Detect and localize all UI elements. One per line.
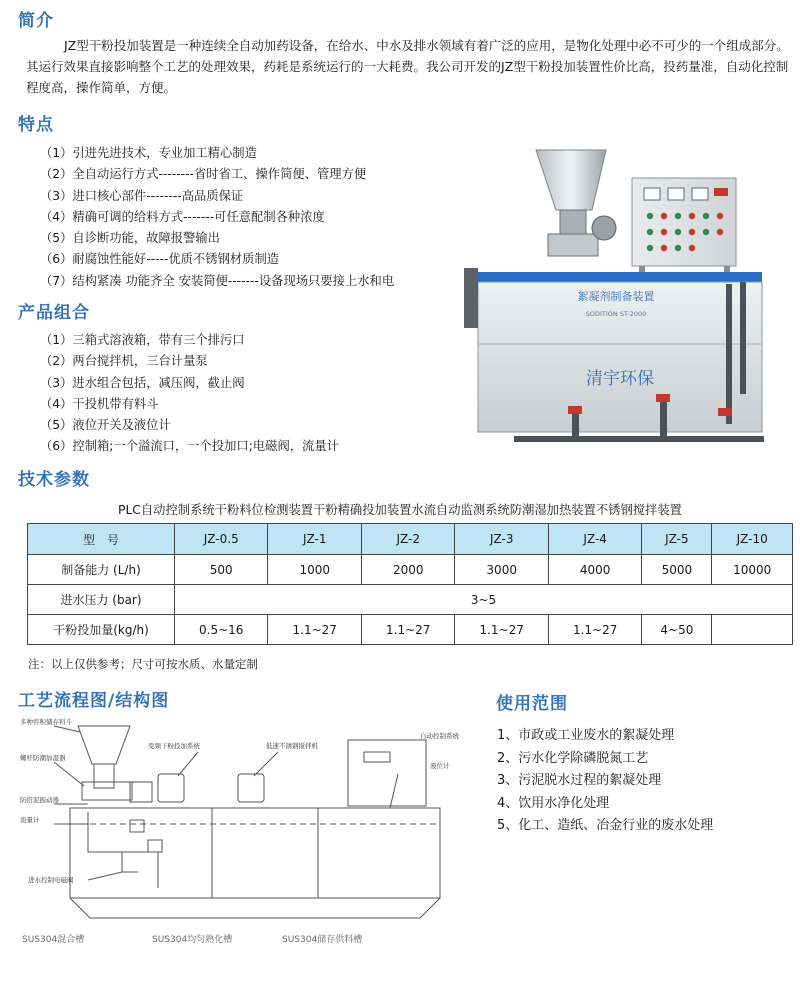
- features-heading: 特点: [18, 115, 54, 135]
- diagram-label-valve: 进水控制电磁阀: [28, 876, 74, 884]
- spec-model: JZ-0.5: [175, 524, 268, 555]
- feature-item: （6）耐腐蚀性能好-----优质不锈钢材质制造: [40, 252, 280, 267]
- usage-item: 3、污泥脱水过程的絮凝处理: [497, 773, 662, 788]
- diagram-label-doser: 变频干粉投加系统: [148, 742, 200, 750]
- spec-cell: 3000: [455, 555, 548, 585]
- product-photo: [464, 148, 770, 453]
- combination-list: [40, 330, 339, 458]
- tank-plate-sub: SODITION ST-2000: [585, 310, 647, 318]
- spec-table: [27, 523, 793, 645]
- specs-heading: 技术参数: [18, 470, 90, 490]
- spec-cell: 10000: [712, 555, 793, 585]
- spec-model: JZ-3: [455, 524, 548, 555]
- spec-model: JZ-4: [548, 524, 641, 555]
- intro-paragraph: JZ型干粉投加装置是一种连续全自动加药设备，在给水、中水及排水领域有着广泛的应用，是物化处理中必不可少的一个组成部分。其运行效果直接影响整个工艺的处理效果，药耗是系统运行的一大耗费。我公司开发的JZ型干粉投加装置性价比高，投药量准，自动化控制程度高，操作简单，方便。: [26, 38, 789, 95]
- spec-row-label: 进水压力 (bar): [28, 585, 175, 615]
- motor-shape: [592, 216, 616, 240]
- combination-item: （4）干投机带有料斗: [40, 396, 159, 411]
- spec-row-capacity: [28, 555, 793, 585]
- usage-item: 1、市政或工业废水的絮凝处理: [497, 728, 675, 743]
- feature-item: （4）精确可调的给料方式-------可任意配制各种浓度: [40, 209, 325, 224]
- feature-item: （2）全自动运行方式--------省时省工、操作简便、管理方便: [40, 167, 367, 182]
- spec-cell: 1.1~27: [268, 615, 361, 645]
- diagram-tank-label: SUS304混合槽: [22, 935, 85, 945]
- feature-item: （5）自诊断功能，故障报警输出: [40, 231, 220, 246]
- usage-heading: 使用范围: [496, 694, 568, 714]
- combination-item: （2）两台搅拌机，三台计量泵: [40, 354, 208, 369]
- structure-diagram: [18, 712, 470, 952]
- diagram-label-control: 自动控制系统: [420, 732, 459, 740]
- feature-item: （7）结构紧凑 功能齐全 安装简便-------设备现场只要接上水和电: [40, 273, 395, 288]
- spec-row-dosage: [28, 615, 793, 645]
- usage-item: 2、污水化学除磷脱氮工艺: [497, 750, 649, 766]
- usage-list: [497, 725, 713, 838]
- diagram-label-hopper: 多种容积储存料斗: [20, 718, 72, 726]
- spec-row-label: 干粉投加量(kg/h): [28, 615, 175, 645]
- spec-cell: 1.1~27: [548, 615, 641, 645]
- spec-header-row: [28, 524, 793, 555]
- spec-cell-merged: 3~5: [175, 585, 793, 615]
- usage-item: 5、化工、造纸、冶金行业的废水处理: [497, 818, 714, 833]
- spec-cell: 500: [175, 555, 268, 585]
- tank-plate-label: 絮凝剂制备装置: [577, 290, 655, 303]
- spec-cell: 0.5~16: [175, 615, 268, 645]
- spec-cell: 1.1~27: [455, 615, 548, 645]
- combination-heading: 产品组合: [18, 303, 90, 323]
- spec-cell: 2000: [361, 555, 454, 585]
- diagram-label-level: 液位计: [430, 762, 450, 770]
- feature-item: （3）进口核心部件--------高品质保证: [40, 188, 244, 203]
- spec-row-label: 制备能力 (L/h): [28, 555, 175, 585]
- spec-model: JZ-2: [361, 524, 454, 555]
- spec-model: JZ-1: [268, 524, 361, 555]
- spec-row-pressure: [28, 585, 793, 615]
- spec-model: JZ-5: [642, 524, 712, 555]
- combination-item: （6）控制箱;一个溢流口，一个投加口;电磁阀，流量计: [40, 439, 339, 454]
- intro-heading: 简介: [18, 11, 54, 31]
- diagram-tank-label: SUS304储存供料槽: [282, 935, 363, 945]
- diagram-tank-label: SUS304均匀熟化槽: [152, 935, 233, 945]
- diagram-label-flowmeter: 流量计: [20, 816, 40, 824]
- diagram-label-heater: 螺杆防潮加湿器: [20, 754, 66, 762]
- spec-cell: 5000: [642, 555, 712, 585]
- spec-cell: 1.1~27: [361, 615, 454, 645]
- spec-model: JZ-10: [712, 524, 793, 555]
- combination-item: （1）三箱式溶液箱，带有三个排污口: [40, 333, 245, 347]
- diagram-cabinet: [348, 740, 426, 806]
- bottom-pipe-shape: [514, 436, 764, 442]
- diagram-hopper: [78, 726, 130, 764]
- usage-item: 4、饮用水净化处理: [497, 795, 610, 811]
- process-heading: 工艺流程图/结构图: [18, 691, 170, 711]
- diagram-label-vibrator: 防搭泥振动器: [20, 796, 59, 804]
- diagram-tank: [70, 808, 440, 898]
- spec-cell: 1000: [268, 555, 361, 585]
- combination-item: （5）液位开关及液位计: [40, 418, 171, 433]
- spec-header-label: 型 号: [28, 524, 175, 555]
- spec-note: 注：以上仅供参考；尺寸可按水质、水量定制: [28, 657, 258, 671]
- combination-item: （3）进水组合包括，减压阀，截止阀: [40, 375, 245, 390]
- hopper-shape: [536, 150, 606, 210]
- spec-cell: [712, 615, 793, 645]
- top-rail-shape: [478, 272, 762, 282]
- brand-label: 清宇环保: [586, 369, 654, 389]
- feature-item: （1）引进先进技术，专业加工精心制造: [40, 146, 257, 160]
- spec-cell: 4000: [548, 555, 641, 585]
- specs-caption: PLC自动控制系统干粉料位检测装置干粉精确投加装置水流自动监测系统防潮湿加热装置不锈钢搅拌装置: [118, 503, 682, 517]
- diagram-label-mixer: 低速不锈钢搅拌机: [266, 742, 318, 750]
- spec-cell: 4~50: [642, 615, 712, 645]
- features-list: [40, 143, 394, 292]
